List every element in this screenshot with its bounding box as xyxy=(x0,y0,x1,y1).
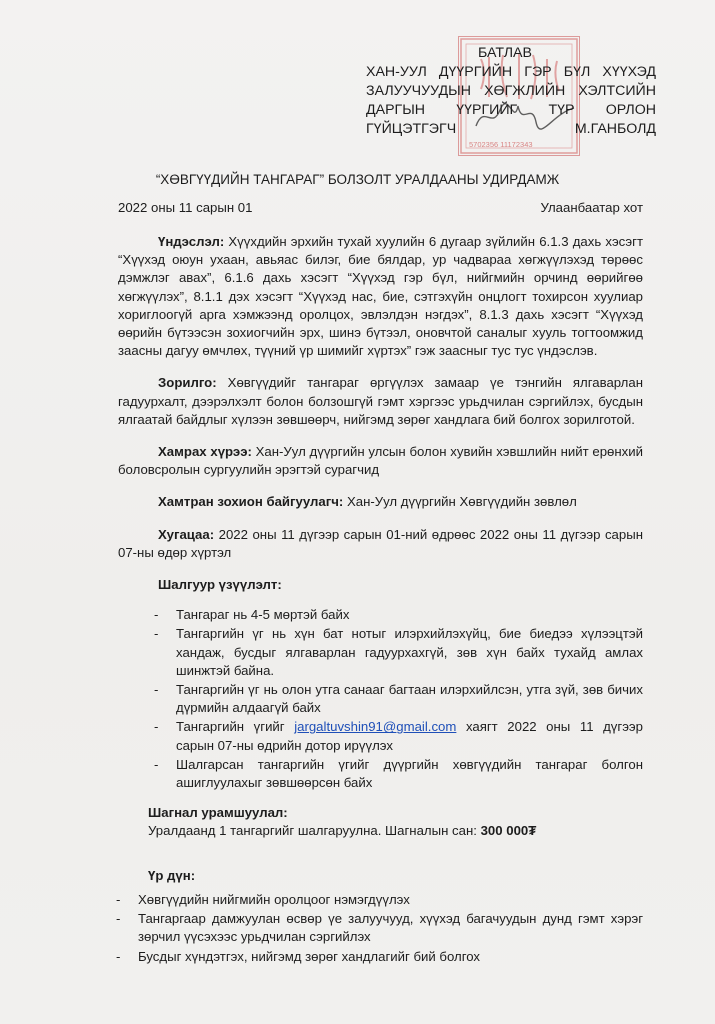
prize-text-line xyxy=(148,822,643,840)
goal-paragraph xyxy=(118,374,643,429)
prize-section xyxy=(148,804,643,840)
list-item xyxy=(118,718,643,754)
list-item: - Тангараг нь 4-5 мөртэй байх xyxy=(118,606,643,624)
prize-amount: 300 000₮ xyxy=(480,823,537,839)
list-item: - Бусдыг хүндэтгэх, нийгэмд зөрөг хандлагийг бий болгох xyxy=(110,948,643,966)
seal-number: 5702356 11172343 xyxy=(469,140,533,149)
results-heading: Үр дүн: xyxy=(148,867,196,883)
goal-text: Хөвгүүдийг тангараг өргүүлэх замаар үе тэнгийн ялгаварлан гадуурхалт, дээрэлхэлт болон болзошгүй гэмт хэргээс урьдчилан сэргийлэх, бусдын ялгаатай байдлыг хүлээн зөвшөөрч, нийгэмд зөрөг хандлага бий болгох зорилготой. xyxy=(118,375,643,427)
intro-paragraph xyxy=(118,233,643,360)
period-label: Хугацаа: xyxy=(158,526,215,542)
approval-title: БАТЛАВ xyxy=(478,45,532,61)
list-item: - Тангаргийн үг нь хүн бат нотыг илэрхийлэхүйц, бие биедээ хүлээцтэй хандаж, бусдыг ялгаварлан гадуурхахгүй, зөв хүн байх тухайд амлах шинжтэй байна. xyxy=(118,625,643,680)
document-title: “ХӨВГҮҮДИЙН ТАНГАРАГ” БОЛЗОЛТ УРАЛДААНЫ УДИРДАМЖ xyxy=(155,172,560,187)
approval-line-3: ДАРГЫН ҮҮРГИЙГ ТҮР ОРЛОН xyxy=(366,102,656,118)
intro-label: Үндэслэл: xyxy=(158,234,225,249)
list-item: - Шалгарсан тангаргийн үгийг дүүргийн хөвгүүдийн тангараг болгон ашиглуулахыг зөвшөөрсөн байх xyxy=(118,756,643,792)
list-item: - Тангаргийн үг нь олон утга санааг багтаан илэрхийлсэн, утга зүй, зөв бичих дүрмийн алдаагүй байх xyxy=(118,681,643,717)
approval-name: М.ГАНБОЛД xyxy=(574,121,656,137)
email-prefix: Тангаргийн үгийг xyxy=(176,719,295,735)
intro-text: Хүүхдийн эрхийн тухай хуулийн 6 дугаар зүйлийн 6.1.3 дахь хэсэгт “Хүүхэд оюун ухаан, авьяас билэг, бие бялдар, ур чадвараа хөгжүүлэхэд төрөөс дэмжлэг авах”, 6.1.6 дахь хэсэгт “Хүүхэд гэр бүл, нийгмийн орчинд өөрийгөө хөгжүүлэх”, 8.1.1 дэх хэсэгт “Хүүхэд нас, бие, сэтгэхүйн онцлогт тохирсон хуулиар хориглоогүй арга хэмжээнд оролцох, эвлэлдэн нэгдэх”, 8.1.3 дахь хэсэгт “Хүүхэд өөрийн бүтээсэн зохиогчийн эрх, шинэ бүтээл, оновчтой саналыг хууль тогтоомжид заасны дагуу өмчлөх, түүний үр шимийг хүртэх” гэж заасныг тус тус үндэслэв. xyxy=(118,234,643,359)
email-link[interactable]: jargaltuvshin91@gmail.com xyxy=(294,719,457,735)
prize-text: Уралдаанд 1 тангаргийг шалгаруулна. Шагналын сан: xyxy=(148,823,481,839)
period-text: 2022 оны 11 дүгээр сарын 01-ний өдрөөс 2022 оны 11 дүгээр сарын 07-ны өдөр хүртэл xyxy=(118,526,643,560)
approval-line-1: ХАН-УУЛ ДҮҮРГИЙН ГЭР БҮЛ ХҮҮХЭД xyxy=(366,64,656,80)
coorganizer-label: Хамтран зохион байгуулагч: xyxy=(158,494,344,510)
criteria-heading: Шалгуур үзүүлэлт: xyxy=(158,577,282,593)
list-item: - Хөвгүүдийн нийгмийн оролцоог нэмэгдүүлэх xyxy=(110,891,643,909)
results-list xyxy=(118,891,643,966)
approval-block xyxy=(366,44,656,139)
approval-line-2: ЗАЛУУЧУУДЫН ХӨГЖЛИЙН ХЭЛТСИЙН xyxy=(366,83,656,99)
criteria-list xyxy=(118,606,643,792)
coorganizer-text: Хан-Уул дүүргийн Хөвгүүдийн зөвлөл xyxy=(343,494,577,510)
date-place-line xyxy=(118,200,643,215)
approval-role: ГҮЙЦЭТГЭГЧ xyxy=(366,121,457,137)
email-suffix: хаягт 2022 оны 11 дүгээр сарын 07-ны өдрийн дотор ирүүлэх xyxy=(176,719,643,753)
list-item: - Тангаргаар дамжуулан өсвөр үе залуучууд, хүүхэд багачуудын дунд гэмт хэрэг зөрчил үүсэхээс урьдчилан сэргийлэх xyxy=(110,910,643,946)
prize-heading: Шагнал урамшуулал: xyxy=(148,805,288,821)
scope-label: Хамрах хүрээ: xyxy=(158,444,252,460)
document-place: Улаанбаатар хот xyxy=(540,200,643,215)
approval-signatory xyxy=(366,120,656,139)
period-paragraph xyxy=(118,526,643,562)
coorganizer-paragraph xyxy=(118,493,643,511)
scope-paragraph xyxy=(118,443,643,479)
scope-text: Хан-Уул дүүргийн улсын болон хувийн хэвшлийн нийт ерөнхий боловсролын сургуулийн эрэгтэй сурагчид xyxy=(118,444,643,478)
document-body xyxy=(118,233,643,967)
document-date: 2022 оны 11 сарын 01 xyxy=(118,200,253,215)
goal-label: Зорилго: xyxy=(158,375,217,391)
